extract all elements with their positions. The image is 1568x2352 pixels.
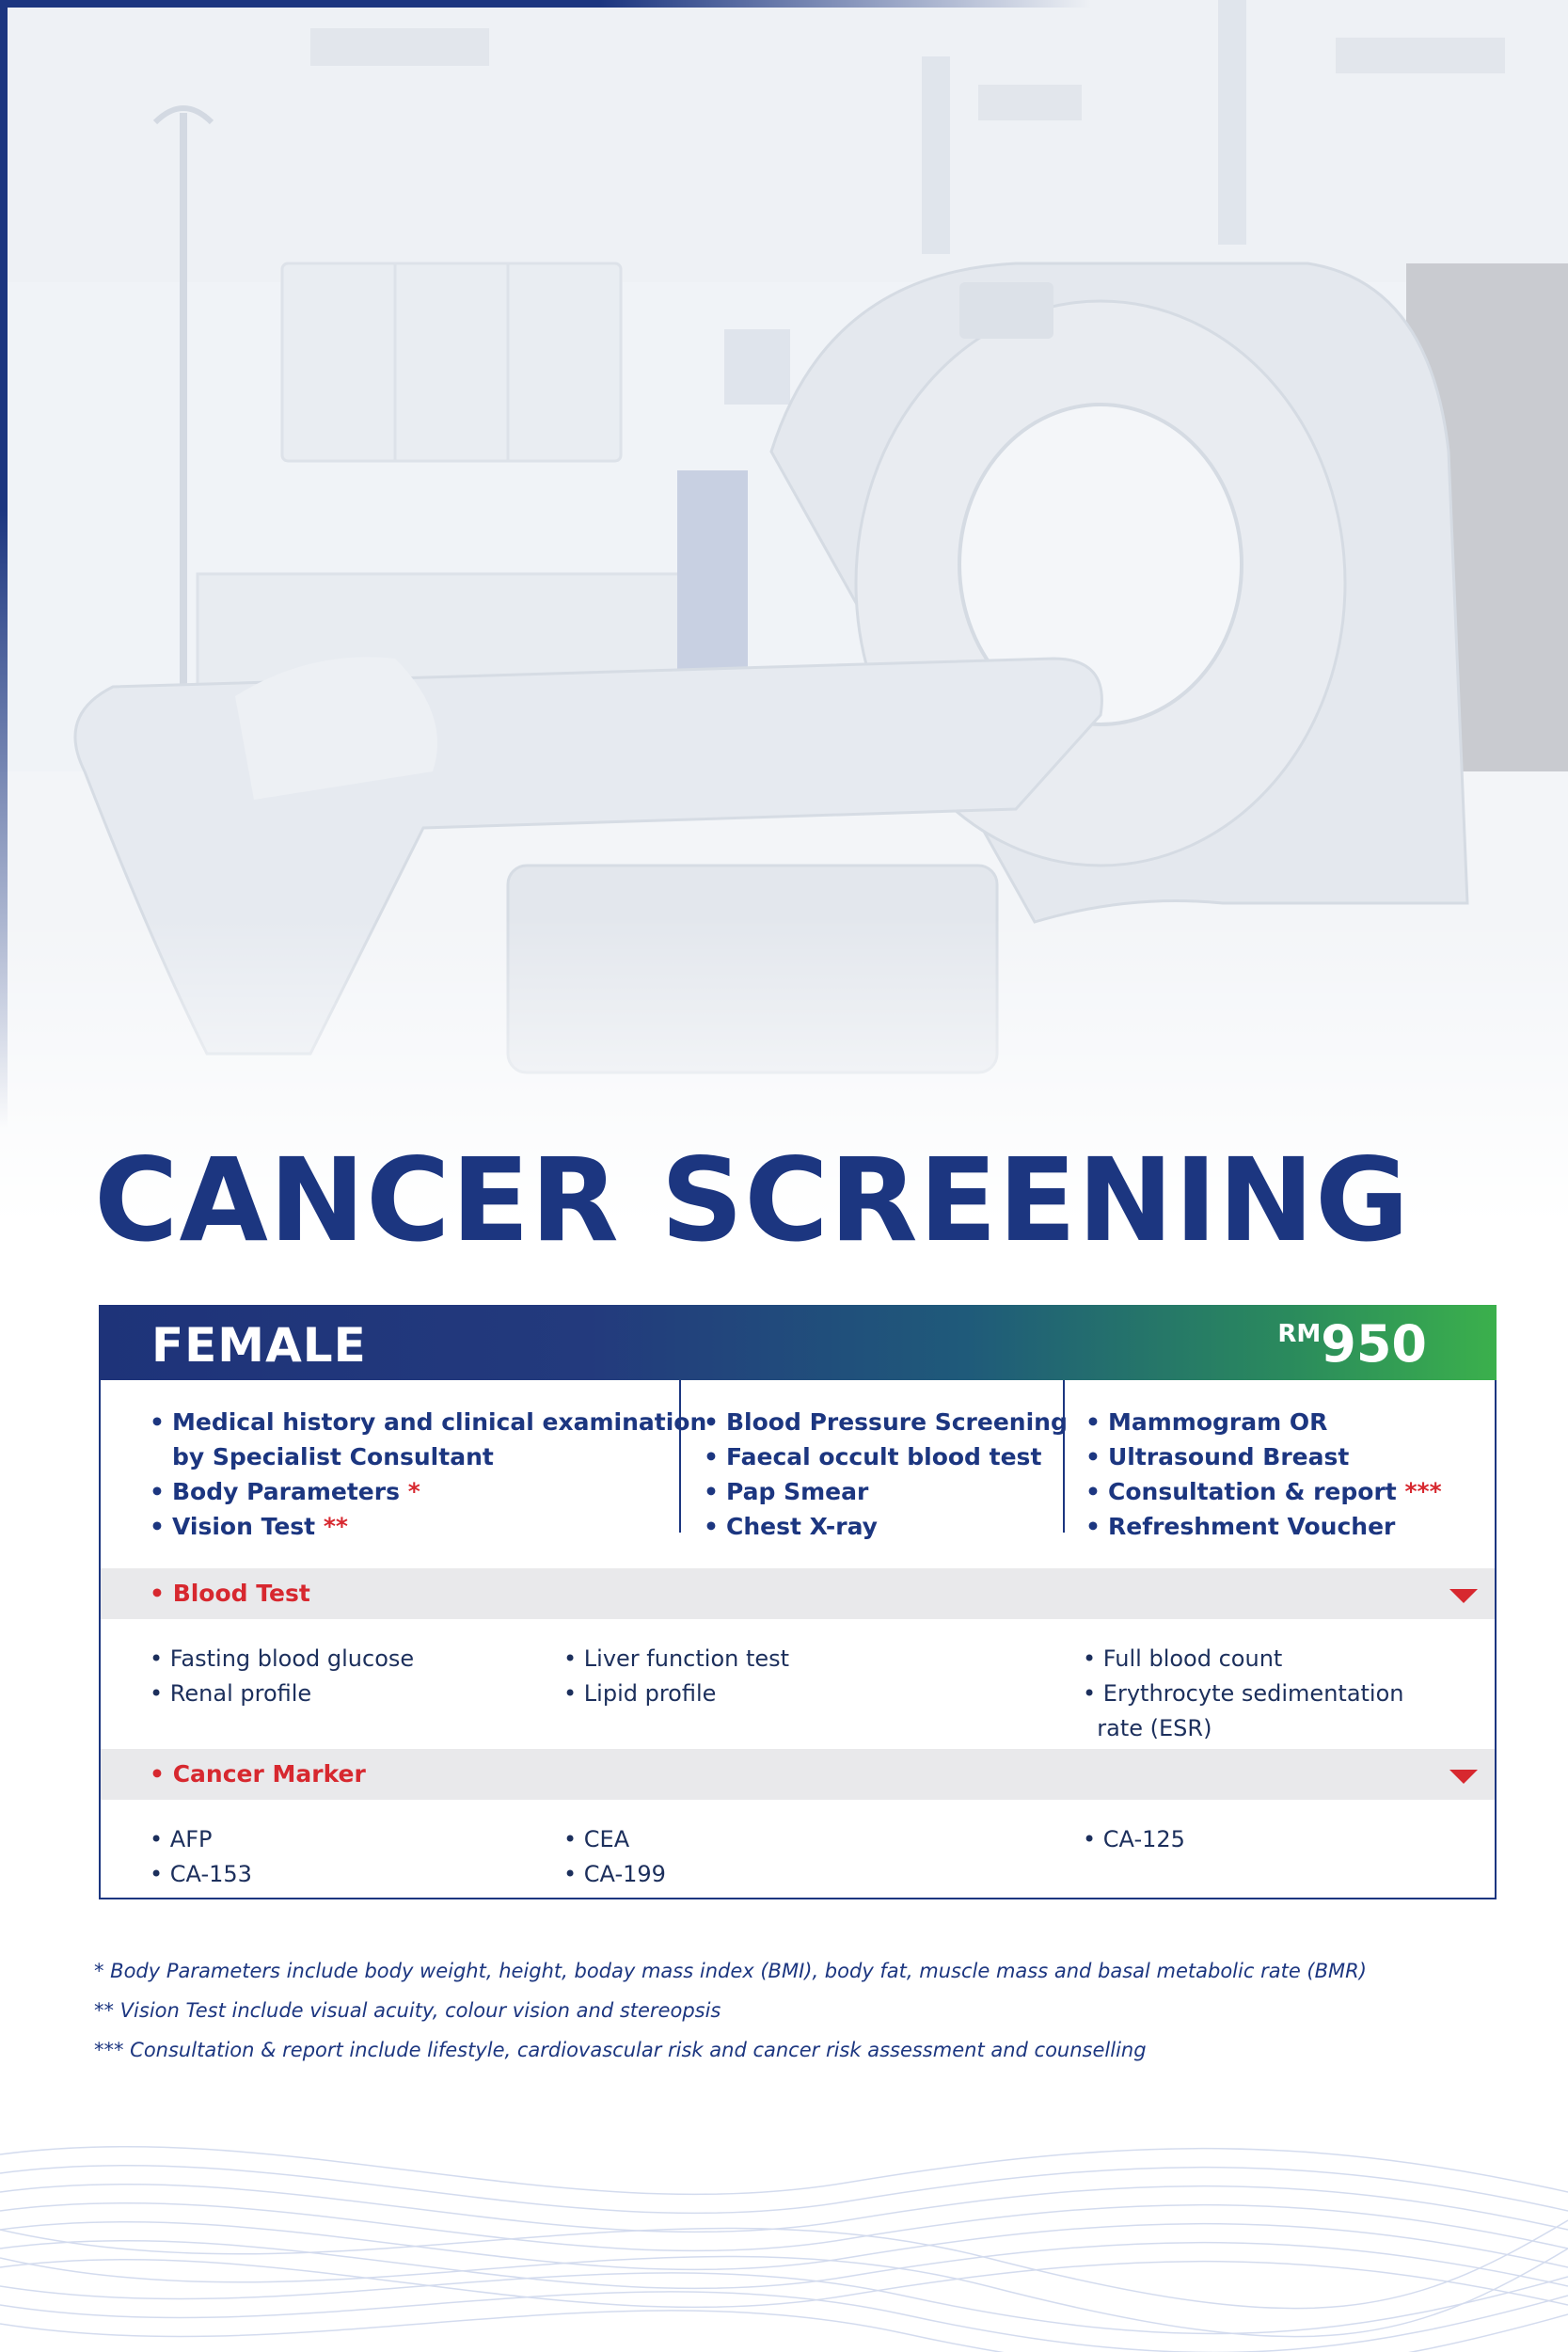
section-label: • Cancer Marker <box>150 1760 366 1788</box>
price-currency: RM <box>1277 1320 1322 1348</box>
included-item: • Vision Test ** <box>150 1513 348 1540</box>
package-card <box>99 1305 1497 1899</box>
blood-test-column-3 <box>1083 1642 1404 1746</box>
corner-accent-vertical <box>0 0 8 1129</box>
included-item: • Chest X-ray <box>704 1513 878 1540</box>
list-item: • CA-153 <box>150 1861 252 1887</box>
page-title: CANCER SCREENING <box>94 1134 1411 1267</box>
blood-test-column-1 <box>150 1642 414 1711</box>
caret-down-icon <box>1449 1589 1478 1603</box>
included-item: • Faecal occult blood test <box>704 1443 1042 1470</box>
cancer-marker-column-2 <box>563 1822 666 1892</box>
included-item: • Ultrasound Breast <box>1085 1443 1350 1470</box>
package-name: FEMALE <box>151 1318 367 1373</box>
included-services <box>101 1380 1495 1540</box>
list-item: • Renal profile <box>150 1680 312 1707</box>
footnote-marker: *** <box>1404 1478 1442 1505</box>
included-column-1 <box>101 1380 707 1540</box>
package-header <box>99 1305 1497 1380</box>
included-item: • Blood Pressure Screening <box>704 1408 1068 1436</box>
list-item: • Full blood count <box>1083 1645 1283 1672</box>
list-item: • AFP <box>150 1826 213 1852</box>
list-item: • CA-125 <box>1083 1826 1185 1852</box>
package-price <box>1277 1314 1427 1374</box>
footnote-1: * Body Parameters include body weight, height, boday mass index (BMI), body fat, muscle mass and basal metabolic rate (BMR) <box>94 1960 1367 1982</box>
section-label: • Blood Test <box>150 1580 310 1607</box>
list-item: • Lipid profile <box>563 1680 717 1707</box>
list-item-continuation: rate (ESR) <box>1097 1715 1212 1741</box>
list-item: • Erythrocyte sedimentation <box>1083 1680 1404 1707</box>
included-item-continuation: by Specialist Consultant <box>172 1443 494 1470</box>
footnote-2: ** Vision Test include visual acuity, colour vision and stereopsis <box>94 1999 721 2022</box>
footnote-marker: ** <box>323 1513 348 1540</box>
footnote-3: *** Consultation & report include lifestyle, cardiovascular risk and cancer risk assessment and counselling <box>94 2039 1147 2061</box>
caret-down-icon <box>1449 1770 1478 1784</box>
included-item: • Refreshment Voucher <box>1085 1513 1396 1540</box>
included-item: • Mammogram OR <box>1085 1408 1328 1436</box>
included-item: • Consultation & report *** <box>1085 1478 1442 1505</box>
section-toggle-blood-test[interactable] <box>101 1568 1495 1619</box>
included-item: • Pap Smear <box>704 1478 869 1505</box>
list-item: • Fasting blood glucose <box>150 1645 415 1672</box>
list-item: • Liver function test <box>563 1645 790 1672</box>
included-column-3 <box>1063 1380 1495 1540</box>
section-toggle-cancer-marker[interactable] <box>101 1749 1495 1800</box>
included-item: • Medical history and clinical examination <box>150 1408 707 1436</box>
blood-test-column-2 <box>563 1642 789 1711</box>
included-column-2 <box>679 1380 1068 1540</box>
included-item: • Body Parameters * <box>150 1478 420 1505</box>
corner-accent-horizontal <box>0 0 1091 8</box>
cancer-marker-column-1 <box>150 1822 252 1892</box>
price-amount: 950 <box>1321 1314 1427 1374</box>
footnote-marker: * <box>407 1478 420 1505</box>
list-item: • CEA <box>563 1826 630 1852</box>
cancer-marker-column-3 <box>1083 1822 1185 1857</box>
decorative-wave-lines <box>0 2117 1568 2352</box>
list-item: • CA-199 <box>563 1861 666 1887</box>
